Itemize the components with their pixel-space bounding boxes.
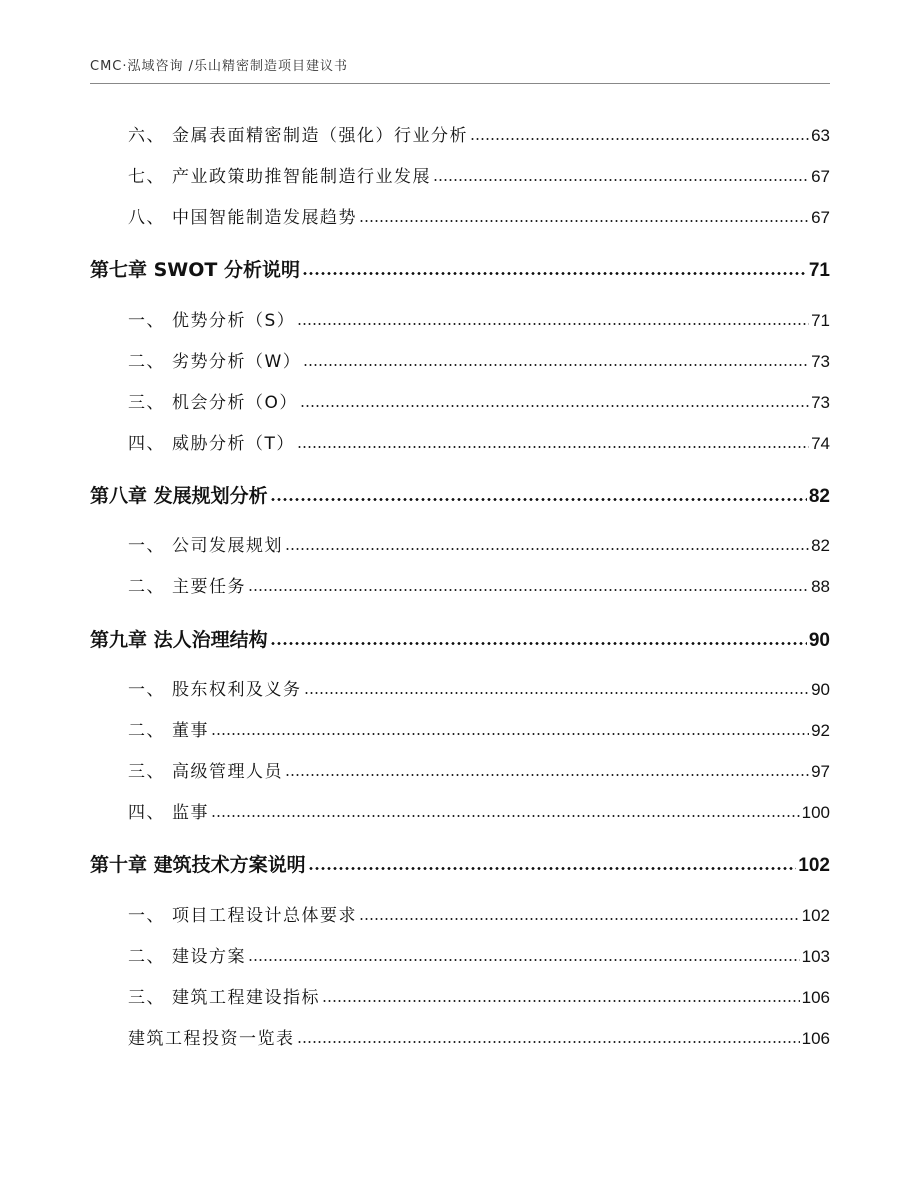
toc-entry-number: 三、 <box>128 988 165 1008</box>
toc-page-number: 63 <box>811 126 830 145</box>
toc-entry-number: 七、 <box>128 167 165 187</box>
toc-section-entry[interactable] <box>90 799 830 823</box>
dot-leader <box>322 999 800 1003</box>
dot-leader <box>248 588 809 592</box>
toc-page-number: 106 <box>801 988 830 1007</box>
dot-leader <box>270 497 807 502</box>
dot-leader <box>248 958 800 962</box>
toc-entry-title: 建筑工程建设指标 <box>172 988 320 1008</box>
toc-entry-number: 二、 <box>128 352 165 372</box>
toc-entry-number: 六、 <box>128 126 165 146</box>
toc-chapter-entry[interactable] <box>90 480 830 508</box>
toc-page-number: 103 <box>801 947 830 966</box>
dot-leader <box>211 814 800 818</box>
toc-entry-title: 建筑工程投资一览表 <box>128 1029 295 1049</box>
toc-entry-title: 威胁分析（T） <box>172 434 295 454</box>
dot-leader <box>285 547 809 551</box>
toc-page-number: 73 <box>811 393 830 412</box>
toc-entry-title: 第十章 建筑技术方案说明 <box>90 854 306 876</box>
toc-page-number: 67 <box>811 208 830 227</box>
toc-entry-title: 公司发展规划 <box>172 536 283 556</box>
toc-entry-number: 二、 <box>128 577 165 597</box>
dot-leader <box>285 773 809 777</box>
dot-leader <box>297 1040 800 1044</box>
dot-leader <box>470 137 809 141</box>
toc-page-number: 102 <box>801 906 830 925</box>
toc-section-entry[interactable] <box>90 204 830 228</box>
dot-leader <box>300 404 809 408</box>
toc-chapter-entry[interactable] <box>90 624 830 652</box>
toc-page-number: 73 <box>811 352 830 371</box>
toc-page-number: 90 <box>811 680 830 699</box>
toc-page-number: 71 <box>808 260 830 281</box>
toc-section-entry[interactable] <box>90 717 830 741</box>
dot-leader <box>270 641 807 646</box>
toc-section-entry[interactable] <box>90 122 830 146</box>
toc-entry-title: 机会分析（O） <box>172 393 298 413</box>
toc-section-entry[interactable] <box>90 430 830 454</box>
toc-entry-number: 八、 <box>128 208 165 228</box>
toc-section-entry[interactable] <box>90 573 830 597</box>
toc-section-entry[interactable] <box>90 532 830 556</box>
toc-page-number: 88 <box>811 577 830 596</box>
toc-section-entry[interactable] <box>90 984 830 1008</box>
toc-entry-title: 监事 <box>172 803 209 823</box>
toc-section-entry[interactable] <box>90 307 830 331</box>
toc-entry-number: 三、 <box>128 762 165 782</box>
toc-section-entry[interactable] <box>90 348 830 372</box>
toc-entry-number: 四、 <box>128 434 165 454</box>
toc-section-entry[interactable] <box>90 943 830 967</box>
toc-entry-number: 二、 <box>128 947 165 967</box>
toc-entry-title: 第七章 SWOT 分析说明 <box>90 259 300 281</box>
toc-section-entry[interactable] <box>90 676 830 700</box>
toc-page-number: 67 <box>811 167 830 186</box>
toc-entry-number: 三、 <box>128 393 165 413</box>
toc-entry-number: 一、 <box>128 536 165 556</box>
toc-entry-title: 优势分析（S） <box>172 311 296 331</box>
toc-entry-number: 一、 <box>128 906 165 926</box>
toc-entry-title: 第九章 法人治理结构 <box>90 629 268 651</box>
dot-leader <box>303 363 809 367</box>
dot-leader <box>304 691 810 695</box>
toc-entry-title: 产业政策助推智能制造行业发展 <box>172 167 431 187</box>
dot-leader <box>211 732 809 736</box>
toc-section-entry[interactable] <box>90 1025 830 1049</box>
toc-entry-number: 二、 <box>128 721 165 741</box>
dot-leader <box>308 866 797 871</box>
toc-entry-number: 四、 <box>128 803 165 823</box>
dot-leader <box>433 178 809 182</box>
dot-leader <box>297 322 809 326</box>
toc-section-entry[interactable] <box>90 758 830 782</box>
toc-page-number: 82 <box>811 536 830 555</box>
toc-page-number: 90 <box>808 630 830 651</box>
page-header: CMC·泓域咨询 /乐山精密制造项目建议书 <box>90 59 349 74</box>
toc-entry-title: 主要任务 <box>172 577 246 597</box>
toc-entry-title: 第八章 发展规划分析 <box>90 485 268 507</box>
toc-page-number: 100 <box>801 803 830 822</box>
toc-page-number: 71 <box>811 311 830 330</box>
toc-entry-title: 股东权利及义务 <box>172 680 302 700</box>
toc-section-entry[interactable] <box>90 163 830 187</box>
toc-chapter-entry[interactable] <box>90 849 830 877</box>
toc-page-number: 82 <box>808 486 830 507</box>
toc-entry-title: 建设方案 <box>172 947 246 967</box>
dot-leader <box>297 445 809 449</box>
dot-leader <box>359 917 800 921</box>
toc-page-number: 74 <box>811 434 830 453</box>
toc-section-entry[interactable] <box>90 902 830 926</box>
toc-page-number: 102 <box>798 855 830 876</box>
toc-entry-title: 劣势分析（W） <box>172 352 302 372</box>
toc-entry-number: 一、 <box>128 311 165 331</box>
toc-entry-title: 中国智能制造发展趋势 <box>172 208 357 228</box>
toc-entry-title: 董事 <box>172 721 209 741</box>
toc-entry-title: 高级管理人员 <box>172 762 283 782</box>
toc-entry-title: 金属表面精密制造（强化）行业分析 <box>172 126 468 146</box>
toc-section-entry[interactable] <box>90 389 830 413</box>
toc-page-number: 92 <box>811 721 830 740</box>
toc-chapter-entry[interactable] <box>90 254 830 282</box>
toc-page-number: 97 <box>811 762 830 781</box>
dot-leader <box>359 219 809 223</box>
dot-leader <box>302 271 807 276</box>
toc-entry-number: 一、 <box>128 680 165 700</box>
toc-entry-title: 项目工程设计总体要求 <box>172 906 357 926</box>
toc-page-number: 106 <box>801 1029 830 1048</box>
